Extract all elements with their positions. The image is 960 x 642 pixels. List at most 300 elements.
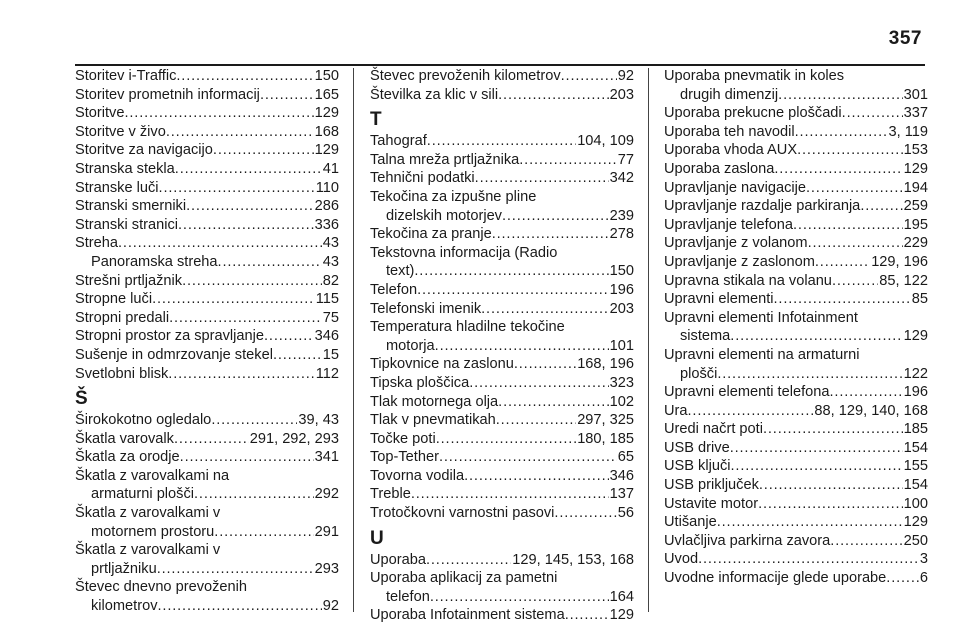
index-term: kilometrov: [91, 598, 158, 615]
dot-leader: [795, 123, 888, 142]
index-entry: [664, 476, 928, 495]
dot-leader: [264, 327, 314, 346]
page-reference: 82: [322, 272, 339, 289]
index-entry: [664, 179, 928, 198]
page-reference: 65: [617, 449, 634, 466]
page-reference: 196: [609, 281, 634, 298]
dot-leader: [118, 234, 322, 253]
dot-leader: [554, 504, 616, 523]
index-term: USB priključek: [664, 477, 759, 494]
index-entry: [664, 532, 928, 551]
page-reference: 153: [903, 142, 928, 159]
index-column-1: [75, 67, 339, 616]
page-reference: 154: [903, 439, 928, 456]
index-term: Stranska stekla: [75, 160, 175, 177]
page-reference: 323: [609, 374, 634, 391]
index-subentry: [75, 253, 339, 272]
dot-leader: [717, 513, 903, 532]
index-term: Uporaba prekucne ploščadi: [664, 105, 842, 122]
page-reference: 293: [314, 560, 339, 577]
index-entry: [370, 551, 634, 570]
dot-leader: [498, 86, 609, 105]
index-term: Stranske luči: [75, 179, 159, 196]
dot-leader: [186, 197, 314, 216]
index-term: drugih dimenzij: [680, 86, 779, 103]
index-entry: [75, 216, 339, 235]
index-entry: [75, 309, 339, 328]
page-reference: 129: [903, 514, 928, 531]
index-term: Tehnični podatki: [370, 170, 475, 187]
dot-leader: [469, 374, 608, 393]
index-subentry: [370, 207, 634, 226]
index-entry: [370, 606, 634, 625]
index-term: Upravljanje z zaslonom: [664, 253, 815, 270]
index-subentry: [370, 337, 634, 356]
section-letter: T: [370, 109, 382, 131]
index-term: Števec dnevno prevoženih: [75, 579, 247, 596]
index-term: Upravljanje razdalje parkiranja: [664, 198, 861, 215]
dot-leader: [426, 551, 511, 570]
page-reference: 180, 185: [577, 430, 634, 447]
page-reference: 56: [617, 505, 634, 522]
dot-leader: [436, 430, 576, 449]
page-reference: 278: [609, 226, 634, 243]
page-reference: 168: [314, 123, 339, 140]
index-term: sistema: [680, 328, 731, 345]
index-term: Trotočkovni varnostni pasovi: [370, 505, 555, 522]
page-reference: 85: [911, 291, 928, 308]
dot-leader: [758, 495, 903, 514]
index-entry: [75, 234, 339, 253]
page-reference: 346: [314, 328, 339, 345]
index-term: Tipkovnice na zaslonu: [370, 356, 514, 373]
index-term: Uvlačljiva parkirna zavora: [664, 532, 831, 549]
index-term: Tovorna vodila: [370, 467, 465, 484]
index-entry: [75, 104, 339, 123]
index-entry: [664, 160, 928, 179]
dot-leader: [475, 169, 609, 188]
index-entry: [664, 197, 928, 216]
dot-leader: [157, 560, 314, 579]
page-reference: 88, 129, 140, 168: [814, 402, 928, 419]
dot-leader: [481, 300, 609, 319]
dot-leader: [763, 420, 903, 439]
dot-leader: [886, 569, 919, 588]
dot-leader: [830, 383, 903, 402]
index-entry: [75, 411, 339, 430]
page-reference: 259: [903, 198, 928, 215]
index-term: Upravna stikala na volanu: [664, 272, 832, 289]
dot-leader: [273, 346, 322, 365]
page-reference: 129: [314, 105, 339, 122]
index-column-2: [370, 67, 634, 625]
index-entry: [75, 430, 339, 449]
index-subentry: [75, 485, 339, 504]
index-term: Uporaba pnevmatik in koles: [664, 68, 845, 84]
index-subentry: [75, 560, 339, 579]
index-entry: [370, 132, 634, 151]
index-term: Strešni prtljažnik: [75, 272, 183, 289]
dot-leader: [427, 132, 576, 151]
index-term: Sušenje in odmrzovanje stekel: [75, 346, 273, 363]
index-entry: [75, 86, 339, 105]
index-term: Upravni elementi telefona: [664, 384, 830, 401]
index-entry: [664, 253, 928, 272]
index-entry: [75, 448, 339, 467]
page-reference: 77: [617, 151, 634, 168]
index-term: Uporaba: [370, 551, 426, 568]
page-reference: 3: [919, 551, 928, 568]
page-reference: 41: [322, 160, 339, 177]
dot-leader: [830, 532, 902, 551]
page-reference: 342: [609, 170, 634, 187]
index-term: Treble: [370, 486, 411, 503]
index-term: Točke poti: [370, 430, 436, 447]
index-term: Stropne luči: [75, 291, 153, 308]
page-reference: 239: [609, 207, 634, 224]
index-entry: [370, 225, 634, 244]
index-entry-heading: [664, 309, 928, 328]
dot-leader: [731, 457, 903, 476]
index-term: Tahograf: [370, 133, 427, 150]
page-reference: 129: [903, 328, 928, 345]
index-entry: [75, 160, 339, 179]
dot-leader: [492, 225, 609, 244]
index-entry: [664, 104, 928, 123]
index-term: Uporaba vhoda AUX: [664, 142, 798, 159]
index-entry: [75, 141, 339, 160]
dot-leader: [178, 216, 314, 235]
dot-leader: [730, 327, 902, 346]
index-entry: [664, 513, 928, 532]
index-term: Stranski stranici: [75, 216, 178, 233]
dot-leader: [774, 290, 911, 309]
index-term: plošči: [680, 365, 718, 382]
index-term: telefon: [386, 588, 430, 605]
page-reference: 203: [609, 86, 634, 103]
index-entry: [370, 151, 634, 170]
page-reference: 115: [315, 291, 339, 308]
dot-leader: [496, 411, 576, 430]
page-reference: 100: [903, 495, 928, 512]
dot-leader: [430, 588, 609, 607]
index-entry: [370, 430, 634, 449]
index-entry: [370, 374, 634, 393]
page-reference: 101: [609, 337, 634, 354]
index-entry: [370, 86, 634, 105]
index-term: Tipska ploščica: [370, 374, 470, 391]
index-term: Storitve za navigacijo: [75, 142, 213, 159]
dot-leader: [808, 234, 903, 253]
page-reference: 92: [617, 68, 634, 84]
dot-leader: [688, 402, 814, 421]
page-reference: 250: [903, 532, 928, 549]
index-term: Uredi načrt poti: [664, 421, 763, 438]
dot-leader: [832, 272, 878, 291]
index-term: Stranski smerniki: [75, 198, 187, 215]
index-entry: [664, 216, 928, 235]
index-entry: [370, 393, 634, 412]
page-reference: 112: [315, 365, 339, 382]
dot-leader: [860, 197, 902, 216]
page-reference: 150: [609, 263, 634, 280]
index-entry: [664, 402, 928, 421]
page-reference: 286: [314, 198, 339, 215]
index-entry: [75, 272, 339, 291]
index-entry: [75, 123, 339, 142]
index-entry: [75, 197, 339, 216]
index-entry-heading: [370, 188, 634, 207]
dot-leader: [502, 207, 609, 226]
dot-leader: [464, 467, 609, 486]
index-entry: [664, 123, 928, 142]
page-reference: 102: [609, 393, 634, 410]
index-entry-heading: [664, 346, 928, 365]
page-reference: 129: [314, 142, 339, 159]
page-reference: 110: [315, 179, 339, 196]
index-term: motornem prostoru: [91, 523, 215, 540]
index-entry: [75, 290, 339, 309]
page-reference: 336: [314, 216, 339, 233]
index-term: Ura: [664, 402, 688, 419]
index-term: Tekstovna informacija (Radio: [370, 244, 558, 261]
section-letter: U: [370, 527, 384, 549]
page-reference: 15: [322, 346, 339, 363]
index-term: Uporaba teh navodil: [664, 123, 795, 140]
header-rule: [75, 64, 925, 66]
index-term: Števec prevoženih kilometrov: [370, 68, 561, 84]
page-reference: 154: [903, 477, 928, 494]
index-entry: [370, 448, 634, 467]
dot-leader: [158, 597, 322, 616]
index-term: Uvod: [664, 551, 699, 568]
dot-leader: [842, 104, 903, 123]
index-term: USB ključi: [664, 458, 731, 475]
page-reference: 155: [903, 458, 928, 475]
index-term: Temperatura hladilne tekočine: [370, 319, 565, 336]
page-reference: 129, 196: [871, 253, 928, 270]
page-reference: 104, 109: [577, 133, 634, 150]
index-entry: [664, 569, 928, 588]
page-reference: 39, 43: [298, 412, 339, 429]
dot-leader: [159, 179, 315, 198]
index-column-3: [664, 67, 928, 588]
index-entry: [370, 485, 634, 504]
page-reference: 6: [919, 570, 928, 587]
index-term: Storitve: [75, 105, 125, 122]
index-subentry: [370, 588, 634, 607]
index-term: Talna mreža prtljažnika: [370, 151, 520, 168]
index-term: Škatla z varovalkami v: [75, 542, 221, 559]
index-term: Panoramska streha: [91, 253, 218, 270]
page-reference: 129, 145, 153, 168: [512, 551, 634, 568]
dot-leader: [793, 216, 903, 235]
index-entry-heading: [75, 578, 339, 597]
section-letter: Š: [75, 388, 88, 410]
dot-leader: [124, 104, 313, 123]
page-reference: 185: [903, 421, 928, 438]
index-term: text): [386, 263, 415, 280]
dot-leader: [180, 448, 314, 467]
index-term: Uporaba zaslona: [664, 160, 775, 177]
page-reference: 297, 325: [577, 412, 634, 429]
index-entry-heading: [370, 318, 634, 337]
index-entry: [664, 272, 928, 291]
index-entry: [664, 420, 928, 439]
column-separator: [648, 68, 649, 612]
index-entry: [75, 365, 339, 384]
index-term: Svetlobni blisk: [75, 365, 169, 382]
page-reference: 195: [903, 216, 928, 233]
page-reference: 292: [314, 486, 339, 503]
index-entry: [664, 550, 928, 569]
dot-leader: [797, 141, 903, 160]
dot-leader: [417, 281, 609, 300]
page-reference: 85, 122: [879, 272, 928, 289]
dot-leader: [514, 355, 576, 374]
dot-leader: [214, 523, 313, 542]
index-entry: [370, 504, 634, 523]
index-term: Stropni prostor za spravljanje: [75, 328, 264, 345]
dot-leader: [498, 393, 608, 412]
index-term: Tlak motornega olja: [370, 393, 499, 410]
page-reference: 194: [903, 179, 928, 196]
dot-leader: [194, 485, 314, 504]
page-reference: 301: [903, 86, 928, 103]
index-entry: [75, 327, 339, 346]
dot-leader: [561, 67, 617, 86]
index-entry: [370, 67, 634, 86]
page-reference: 129: [609, 607, 634, 624]
index-term: Storitve v živo: [75, 123, 166, 140]
index-subentry: [664, 86, 928, 105]
index-term: Streha: [75, 235, 118, 252]
dot-leader: [174, 430, 249, 449]
index-term: Ustavite motor: [664, 495, 759, 512]
page-reference: 291, 292, 293: [249, 430, 339, 447]
dot-leader: [211, 411, 297, 430]
index-entry: [370, 355, 634, 374]
page-reference: 3, 119: [888, 123, 928, 140]
page-reference: 165: [314, 86, 339, 103]
dot-leader: [182, 272, 322, 291]
dot-leader: [698, 550, 919, 569]
index-term: Tlak v pnevmatikah: [370, 412, 496, 429]
dot-leader: [565, 606, 609, 625]
dot-leader: [152, 290, 315, 309]
page-reference: 291: [314, 523, 339, 540]
dot-leader: [717, 365, 902, 384]
index-entry: [370, 300, 634, 319]
index-subentry: [75, 523, 339, 542]
index-term: Škatla varovalk: [75, 430, 174, 447]
index-term: Upravljanje telefona: [664, 216, 793, 233]
index-entry: [664, 439, 928, 458]
page-reference: 129: [903, 160, 928, 177]
dot-leader: [778, 86, 902, 105]
index-subentry: [75, 597, 339, 616]
dot-leader: [730, 439, 903, 458]
page-reference: 92: [322, 598, 339, 615]
index-entry: [370, 467, 634, 486]
index-term: Upravni elementi Infotainment: [664, 309, 858, 326]
dot-leader: [175, 160, 322, 179]
index-entry: [664, 141, 928, 160]
index-term: Storitev prometnih informacij: [75, 86, 260, 103]
index-entry: [75, 179, 339, 198]
dot-leader: [213, 141, 314, 160]
index-term: Utišanje: [664, 514, 717, 531]
page-reference: 164: [609, 588, 634, 605]
index-term: Upravljanje z volanom: [664, 235, 808, 252]
dot-leader: [759, 476, 903, 495]
page-reference: 337: [903, 105, 928, 122]
index-entry: [664, 495, 928, 514]
index-term: Top-Tether: [370, 449, 439, 466]
dot-leader: [169, 309, 322, 328]
page-reference: 346: [609, 467, 634, 484]
index-entry: [664, 290, 928, 309]
dot-leader: [168, 365, 314, 384]
index-term: Telefon: [370, 281, 418, 298]
index-term: Širokokotno ogledalo: [75, 412, 212, 429]
index-term: USB drive: [664, 439, 730, 456]
index-term: prtljažniku: [91, 560, 157, 577]
index-term: Telefonski imenik: [370, 300, 482, 317]
page-reference: 203: [609, 300, 634, 317]
dot-leader: [519, 151, 617, 170]
page-number: 357: [888, 28, 922, 49]
index-term: Storitev i-Traffic: [75, 68, 177, 84]
index-term: Številka za klic v sili: [370, 86, 499, 103]
index-entry-heading: [664, 67, 928, 86]
page-reference: 229: [903, 235, 928, 252]
index-entry-heading: [75, 541, 339, 560]
index-entry-heading: [370, 244, 634, 263]
dot-leader: [435, 337, 609, 356]
page-reference: 75: [322, 309, 339, 326]
index-term: Stropni predali: [75, 309, 170, 326]
index-entry-heading: [370, 569, 634, 588]
index-subentry: [370, 262, 634, 281]
page-reference: 43: [322, 253, 339, 270]
index-term: Škatla z varovalkami v: [75, 505, 221, 522]
index-entry-heading: [75, 504, 339, 523]
index-term: Uporaba aplikacij za pametni: [370, 570, 558, 587]
index-entry: [75, 346, 339, 365]
index-entry-heading: [75, 467, 339, 486]
index-term: Škatla za orodje: [75, 449, 180, 466]
page-reference: 341: [314, 449, 339, 466]
index-term: Upravni elementi: [664, 291, 774, 308]
dot-leader: [806, 179, 903, 198]
dot-leader: [166, 123, 314, 142]
index-subentry: [664, 327, 928, 346]
index-term: Škatla z varovalkami na: [75, 467, 230, 484]
dot-leader: [774, 160, 902, 179]
index-term: dizelskih motorjev: [386, 207, 502, 224]
page-reference: 122: [903, 365, 928, 382]
index-term: Uporaba Infotainment sistema: [370, 607, 565, 624]
index-entry: [370, 281, 634, 300]
index-term: Tekočina za pranje: [370, 226, 492, 243]
page-reference: 150: [314, 68, 339, 84]
index-term: Upravni elementi na armaturni: [664, 346, 860, 363]
index-entry: [664, 234, 928, 253]
index-term: armaturni plošči: [91, 486, 195, 503]
index-entry: [370, 411, 634, 430]
index-entry: [370, 169, 634, 188]
